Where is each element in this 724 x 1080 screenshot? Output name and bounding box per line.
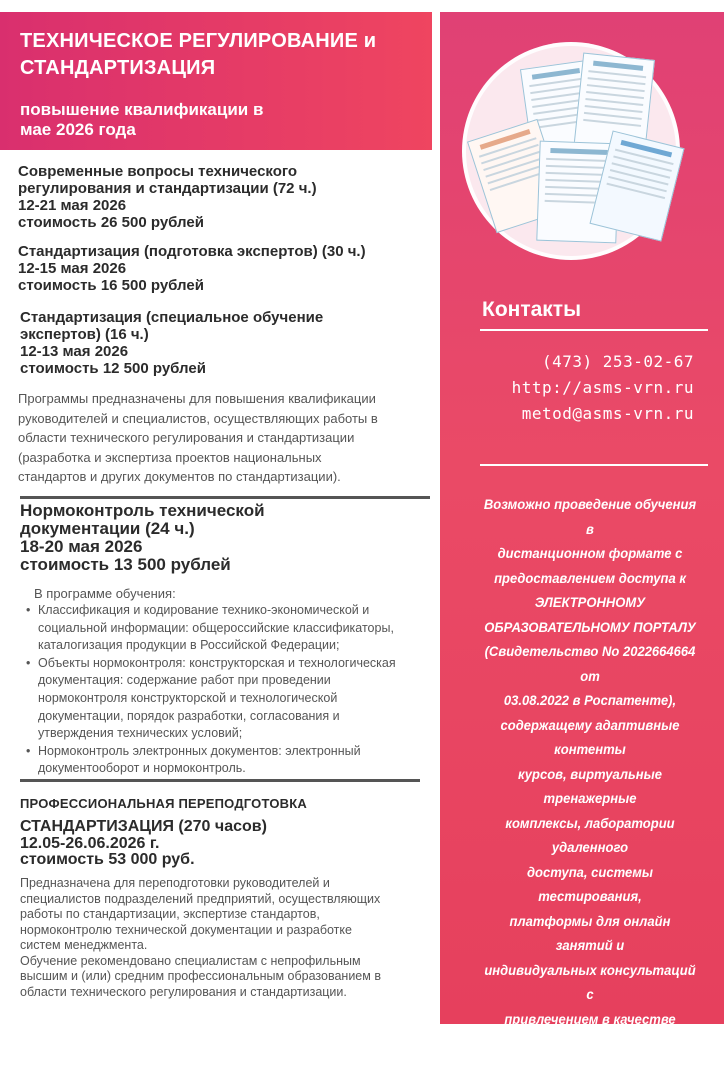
course-title: Современные вопросы технического bbox=[18, 163, 418, 180]
desc-line: области технического регулирования и стандартизации. bbox=[20, 985, 430, 1001]
bullet-line: социальной информации: общероссийские классификаторы, bbox=[38, 620, 426, 638]
desc-line: руководителей и специалистов, осуществляющих работы в bbox=[18, 409, 424, 429]
bullet-line: документация: содержание работ при проведении bbox=[38, 672, 426, 690]
desc-line: стандартов и других документов по стандартизации). bbox=[18, 467, 424, 487]
promo-line: привлечением в качестве bbox=[482, 1007, 698, 1032]
course-title: Нормоконтроль технической bbox=[20, 502, 420, 520]
promo-line: предоставлением доступа к bbox=[482, 566, 698, 591]
promo-line: содержащему адаптивные контенты bbox=[482, 713, 698, 762]
promo-line: (Свидетельство No 2022664664 от bbox=[482, 639, 698, 688]
desc-line: Программы предназначены для повышения квалификации bbox=[18, 389, 424, 409]
course-price: стоимость 16 500 рублей bbox=[18, 277, 418, 294]
course-dates: 18-20 мая 2026 bbox=[20, 538, 420, 556]
course-standardization-experts bbox=[18, 243, 418, 294]
course-professional bbox=[20, 819, 420, 869]
distance-learning-promo bbox=[482, 492, 698, 1080]
bullet-line: документации, порядок разработки, согласования и bbox=[38, 708, 426, 726]
course-dates: 12-15 мая 2026 bbox=[18, 260, 418, 277]
programs-description bbox=[18, 389, 424, 487]
desc-line: Обучение рекомендовано специалистам с непрофильным bbox=[20, 954, 430, 970]
course-dates: 12.05-26.06.2026 г. bbox=[20, 836, 420, 853]
desc-line: области технического регулирования и стандартизации bbox=[18, 428, 424, 448]
contacts-divider-bottom bbox=[480, 464, 708, 466]
title-line: СТАНДАРТИЗАЦИЯ bbox=[20, 55, 412, 82]
course-title: Стандартизация (подготовка экспертов) (30 ч.) bbox=[18, 243, 418, 260]
contacts-divider bbox=[480, 329, 708, 331]
course-normocontrol bbox=[20, 502, 420, 574]
desc-line: нормоконтролю технической документации и разработке bbox=[20, 923, 430, 939]
bullet-line: • Объекты нормоконтроля: конструкторская и технологическая bbox=[38, 655, 426, 673]
contact-site-link[interactable]: http://asms-vrn.ru bbox=[512, 378, 694, 397]
course-modern-questions bbox=[18, 163, 418, 231]
promo-line: дистанционном формате с bbox=[482, 541, 698, 566]
promo-line: ЭЛЕКТРОННОМУ bbox=[482, 590, 698, 615]
course-price: стоимость 53 000 руб. bbox=[20, 852, 420, 869]
section-divider bbox=[20, 496, 430, 499]
professional-description bbox=[20, 876, 430, 1000]
certificates-photo bbox=[462, 42, 680, 260]
bullet-line: нормоконтроля конструкторской и технологической bbox=[38, 690, 426, 708]
sidebar-panel bbox=[440, 12, 724, 1024]
list-item bbox=[26, 602, 426, 655]
desc-line: специалистов подразделений предприятий, осуществляющих bbox=[20, 892, 430, 908]
promo-line: ОБРАЗОВАТЕЛЬНОМУ ПОРТАЛУ bbox=[482, 615, 698, 640]
desc-line: высшим и (или) средним профессиональным образованием в bbox=[20, 969, 430, 985]
title-line: ТЕХНИЧЕСКОЕ РЕГУЛИРОВАНИЕ и bbox=[20, 28, 412, 55]
program-intro: В программе обучения: bbox=[34, 586, 176, 601]
program-bullets bbox=[26, 602, 426, 778]
header-banner bbox=[0, 12, 432, 150]
page-subtitle bbox=[20, 100, 412, 140]
course-title: документации (24 ч.) bbox=[20, 520, 420, 538]
bullet-line: документооборот и нормоконтроль. bbox=[38, 760, 426, 778]
page-title bbox=[20, 28, 412, 82]
promo-line: преподавателей ВЕДУЩИХ bbox=[482, 1031, 698, 1056]
course-title: СТАНДАРТИЗАЦИЯ (270 часов) bbox=[20, 819, 420, 836]
desc-line: (разработка и экспертиза проектов национальных bbox=[18, 448, 424, 468]
course-title: Стандартизация (специальное обучение bbox=[20, 309, 420, 326]
promo-line: индивидуальных консультаций с bbox=[482, 958, 698, 1007]
course-dates: 12-21 мая 2026 bbox=[18, 197, 418, 214]
bullet-line: • Классификация и кодирование технико-экономической и bbox=[38, 602, 426, 620]
promo-line: СПЕЦИАЛИСТОВ – ПРАКТИКОВ bbox=[482, 1056, 698, 1080]
subtitle-line: мае 2026 года bbox=[20, 120, 412, 140]
subtitle-line: повышение квалификации в bbox=[20, 100, 412, 120]
course-title: экспертов) (16 ч.) bbox=[20, 326, 420, 343]
course-special-training bbox=[20, 309, 420, 377]
bullet-line: • Нормоконтроль электронных документов: электронный bbox=[38, 743, 426, 761]
bullet-line: утверждения технических условий; bbox=[38, 725, 426, 743]
desc-line: Предназначена для переподготовки руководителей и bbox=[20, 876, 430, 892]
list-item bbox=[26, 743, 426, 778]
section-divider bbox=[20, 779, 420, 782]
course-price: стоимость 12 500 рублей bbox=[20, 360, 420, 377]
promo-line: платформы для онлайн занятий и bbox=[482, 909, 698, 958]
contact-email-link[interactable]: metod@asms-vrn.ru bbox=[522, 404, 694, 423]
course-price: стоимость 13 500 рублей bbox=[20, 556, 420, 574]
list-item bbox=[26, 655, 426, 743]
course-title: регулирования и стандартизации (72 ч.) bbox=[18, 180, 418, 197]
promo-line: комплексы, лаборатории удаленного bbox=[482, 811, 698, 860]
promo-line: Возможно проведение обучения в bbox=[482, 492, 698, 541]
course-price: стоимость 26 500 рублей bbox=[18, 214, 418, 231]
contacts-title: Контакты bbox=[482, 298, 581, 322]
desc-line: систем менеджмента. bbox=[20, 938, 430, 954]
desc-line: работы по стандартизации, экспертизе стандартов, bbox=[20, 907, 430, 923]
promo-line: 03.08.2022 в Роспатенте), bbox=[482, 688, 698, 713]
professional-label: ПРОФЕССИОНАЛЬНАЯ ПЕРЕПОДГОТОВКА bbox=[20, 796, 307, 811]
promo-line: доступа, системы тестирования, bbox=[482, 860, 698, 909]
course-dates: 12-13 мая 2026 bbox=[20, 343, 420, 360]
promo-line: курсов, виртуальные тренажерные bbox=[482, 762, 698, 811]
contact-phone[interactable]: (473) 253-02-67 bbox=[542, 352, 694, 371]
bullet-line: каталогизация продукции в Российской Федерации; bbox=[38, 637, 426, 655]
